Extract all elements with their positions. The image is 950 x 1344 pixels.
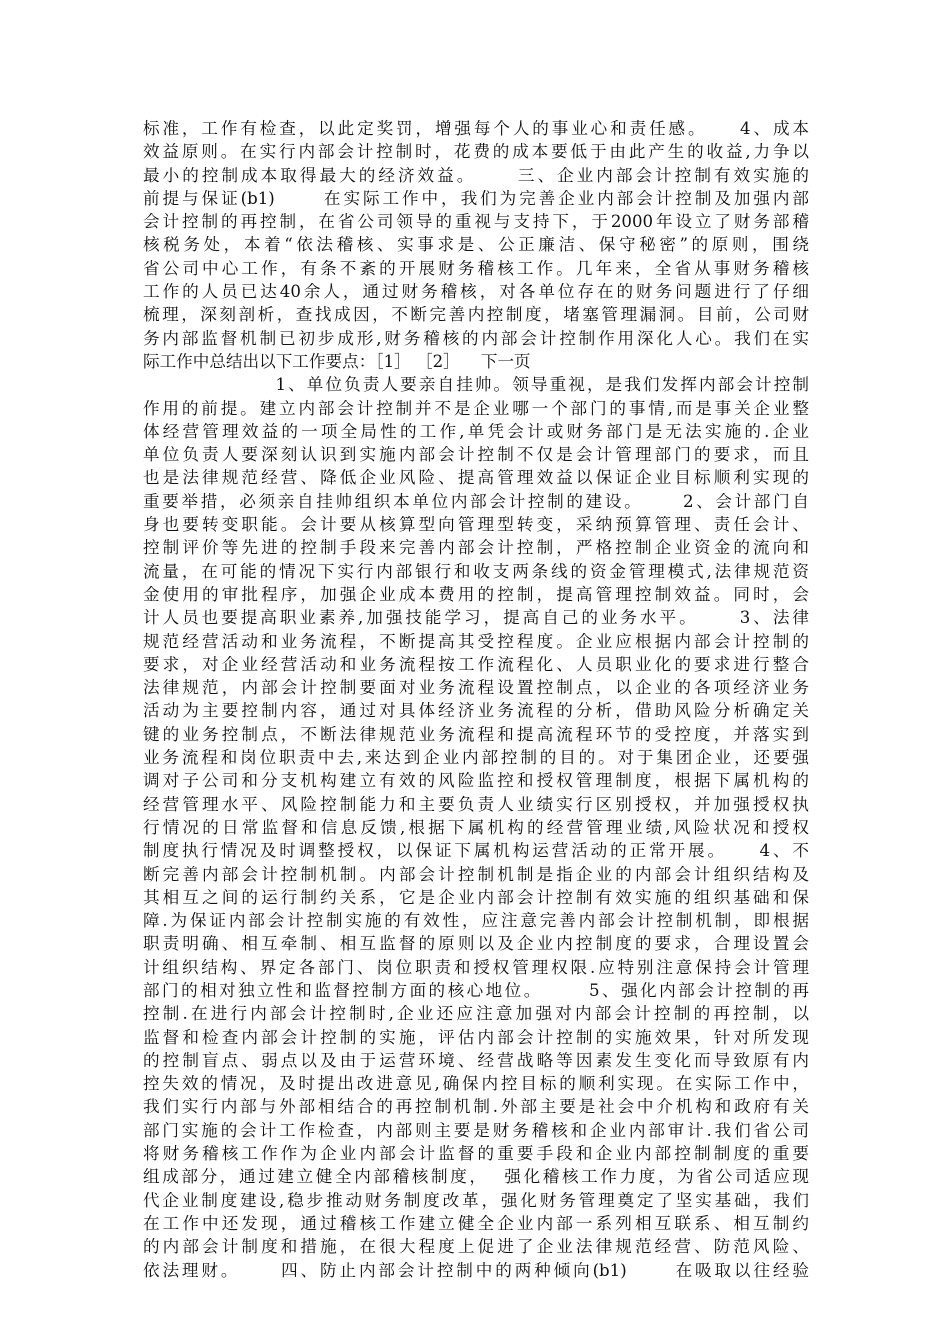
text-line: 断完善内部会计控制机制。内部会计控制机制是指企业的内部会计组织结构及 [143,864,809,884]
text-line: 经营管理水平、风险控制能力和主要负责人业绩实行区别授权，并加强授权执 [143,794,809,814]
text-line: 身也要转变职能。会计要从核算型向管理型转变，采纳预算管理、责任会计、 [143,515,809,535]
text-line: 计组织结构、界定各部门、岗位职责和授权管理权限.应特别注意保持会计管理 [143,957,809,977]
text-line: 作用的前提。建立内部会计控制并不是企业哪一个部门的事情,而是事关企业整 [143,398,809,418]
text-line: 部门的相对独立性和监督控制方面的核心地位。 5、强化内部会计控制的再 [143,980,809,1000]
text-line: 的内部会计制度和措施，在很大程度上促进了企业法律规范经营、防范风险、 [143,1237,809,1257]
text-line: 代企业制度建设,稳步推动财务制度改革，强化财务管理奠定了坚实基础，我们 [143,1190,809,1210]
text-line: 行情况的日常监督和信息反馈,根据下属机构的经营管理业绩,风险状况和授权 [143,817,809,837]
text-line: 的控制盲点、弱点以及由于运营环境、经营战略等因素发生变化而导致原有内 [143,1050,809,1070]
text-line: 规范经营活动和业务流程，不断提高其受控程度。企业应根据内部会计控制的 [143,631,809,651]
text-line: 标准，工作有检查，以此定奖罚，增强每个人的事业心和责任感。 4、成本 [143,119,809,138]
text-line: 障.为保证内部会计控制实施的有效性，应注意完善内部会计控制机制，即根据 [143,911,809,931]
text-line: 组成部分，通过建立健全内部稽核制度， 强化稽核工作力度，为省公司适应现 [143,1167,809,1187]
text-line: 要求，对企业经营活动和业务流程按工作流程化、人员职业化的要求进行整合 [143,654,809,674]
text-line: 省公司中心工作，有条不紊的开展财务稽核工作。几年来，全省从事财务稽核 [143,258,809,278]
text-line: 工作的人员已达40余人，通过财务稽核，对各单位存在的财务问题进行了仔细 [143,282,809,302]
text-line: 核税务处，本着“依法稽核、实事求是、公正廉洁、保守秘密”的原则，围绕 [143,235,809,255]
text-line: 活动为主要控制内容，通过对具体经济业务流程的分析，借助风险分析确定关 [143,701,809,721]
document-body [143,117,809,1282]
text-line: 我们实行内部与外部相结合的再控制机制.外部主要是社会中介机构和政府有关 [143,1097,809,1117]
text-line: 务内部监督机制已初步成形,财务稽核的内部会计控制作用深化人心。我们在实 [143,328,809,348]
text-line: 梳理，深刻剖析，查找成因，不断完善内控制度，堵塞管理漏洞。目前，公司财 [143,305,809,325]
text-line: 重要举措，必须亲自挂帅组织本单位内部会计控制的建设。 2、会计部门自 [143,491,809,511]
text-line: 在工作中还发现，通过稽核工作建立健全企业内部一系列相互联系、相互制约 [143,1213,809,1233]
text-line: 依法理财。 四、防止内部会计控制中的两种倾向(b1) 在吸取以往经验 [143,1260,809,1280]
text-line: 业务流程和岗位职责中去,来达到企业内部控制的目的。对于集团企业，还要强 [143,748,809,768]
text-line: 际工作中总结出以下工作要点：［1］ ［2］ 下一页 [143,351,531,371]
text-line: 最小的控制成本取得最大的经济效益。 三、企业内部会计控制有效实施的 [143,165,809,185]
text-line: 制度执行情况及时调整授权，以保证下属机构运营活动的正常开展。 4、不 [143,841,809,861]
text-line: 前提与保证(b1) 在实际工作中，我们为完善企业内部会计控制及加强内部 [143,188,809,208]
text-line: 流量，在可能的情况下实行内部银行和收支两条线的资金管理模式,法律规范资 [143,561,809,581]
text-line: 控制评价等先进的控制手段来完善内部会计控制，严格控制企业资金的流向和 [143,538,809,558]
text-line: 法律规范，内部会计控制要面对业务流程设置控制点，以企业的各项经济业务 [143,678,809,698]
text-line: 监督和检查内部会计控制的实施，评估内部会计控制的实施效果，针对所发现 [143,1027,809,1047]
text-line: 也是法律规范经营、降低企业风险、提高管理效益以保证企业目标顺利实现的 [143,468,809,488]
text-line: 控失效的情况，及时提出改进意见,确保内控目标的顺利实现。在实际工作中， [143,1074,809,1094]
text-line: 键的业务控制点，不断法律规范业务流程和提高流程环节的受控度，并落实到 [143,724,809,744]
text-line: 职责明确、相互牵制、相互监督的原则以及企业内控制度的要求，合理设置会 [143,934,809,954]
text-line: 体经营管理效益的一项全局性的工作,单凭会计或财务部门是无法实施的.企业 [143,421,809,441]
text-line: 控制.在进行内部会计控制时,企业还应注意加强对内部会计控制的再控制，以 [143,1004,809,1024]
text-line: 其相互之间的运行制约关系，它是企业内部会计控制有效实施的组织基础和保 [143,887,809,907]
text-line: 调对子公司和分支机构建立有效的风险监控和授权管理制度，根据下属机构的 [143,771,809,791]
text-line: 效益原则。在实行内部会计控制时，花费的成本要低于由此产生的收益,力争以 [143,142,809,162]
text-line: 将财务稽核工作作为企业内部会计监督的重要手段和企业内部控制制度的重要 [143,1144,809,1164]
text-line: 计人员也要提高职业素养,加强技能学习，提高自己的业务水平。 3、法律 [143,608,809,628]
text-line: 单位负责人要深刻认识到实施内部会计控制不仅是会计管理部门的要求，而且 [143,445,809,465]
text-line: 部门实施的会计工作检查，内部则主要是财务稽核和企业内部审计.我们省公司 [143,1120,809,1140]
text-line: 1、单位负责人要亲自挂帅。领导重视，是我们发挥内部会计控制 [143,375,809,395]
text-line: 金使用的审批程序，加强企业成本费用的控制，提高管理控制效益。同时，会 [143,584,809,604]
text-line: 会计控制的再控制，在省公司领导的重视与支持下，于2000年设立了财务部稽 [143,212,809,232]
